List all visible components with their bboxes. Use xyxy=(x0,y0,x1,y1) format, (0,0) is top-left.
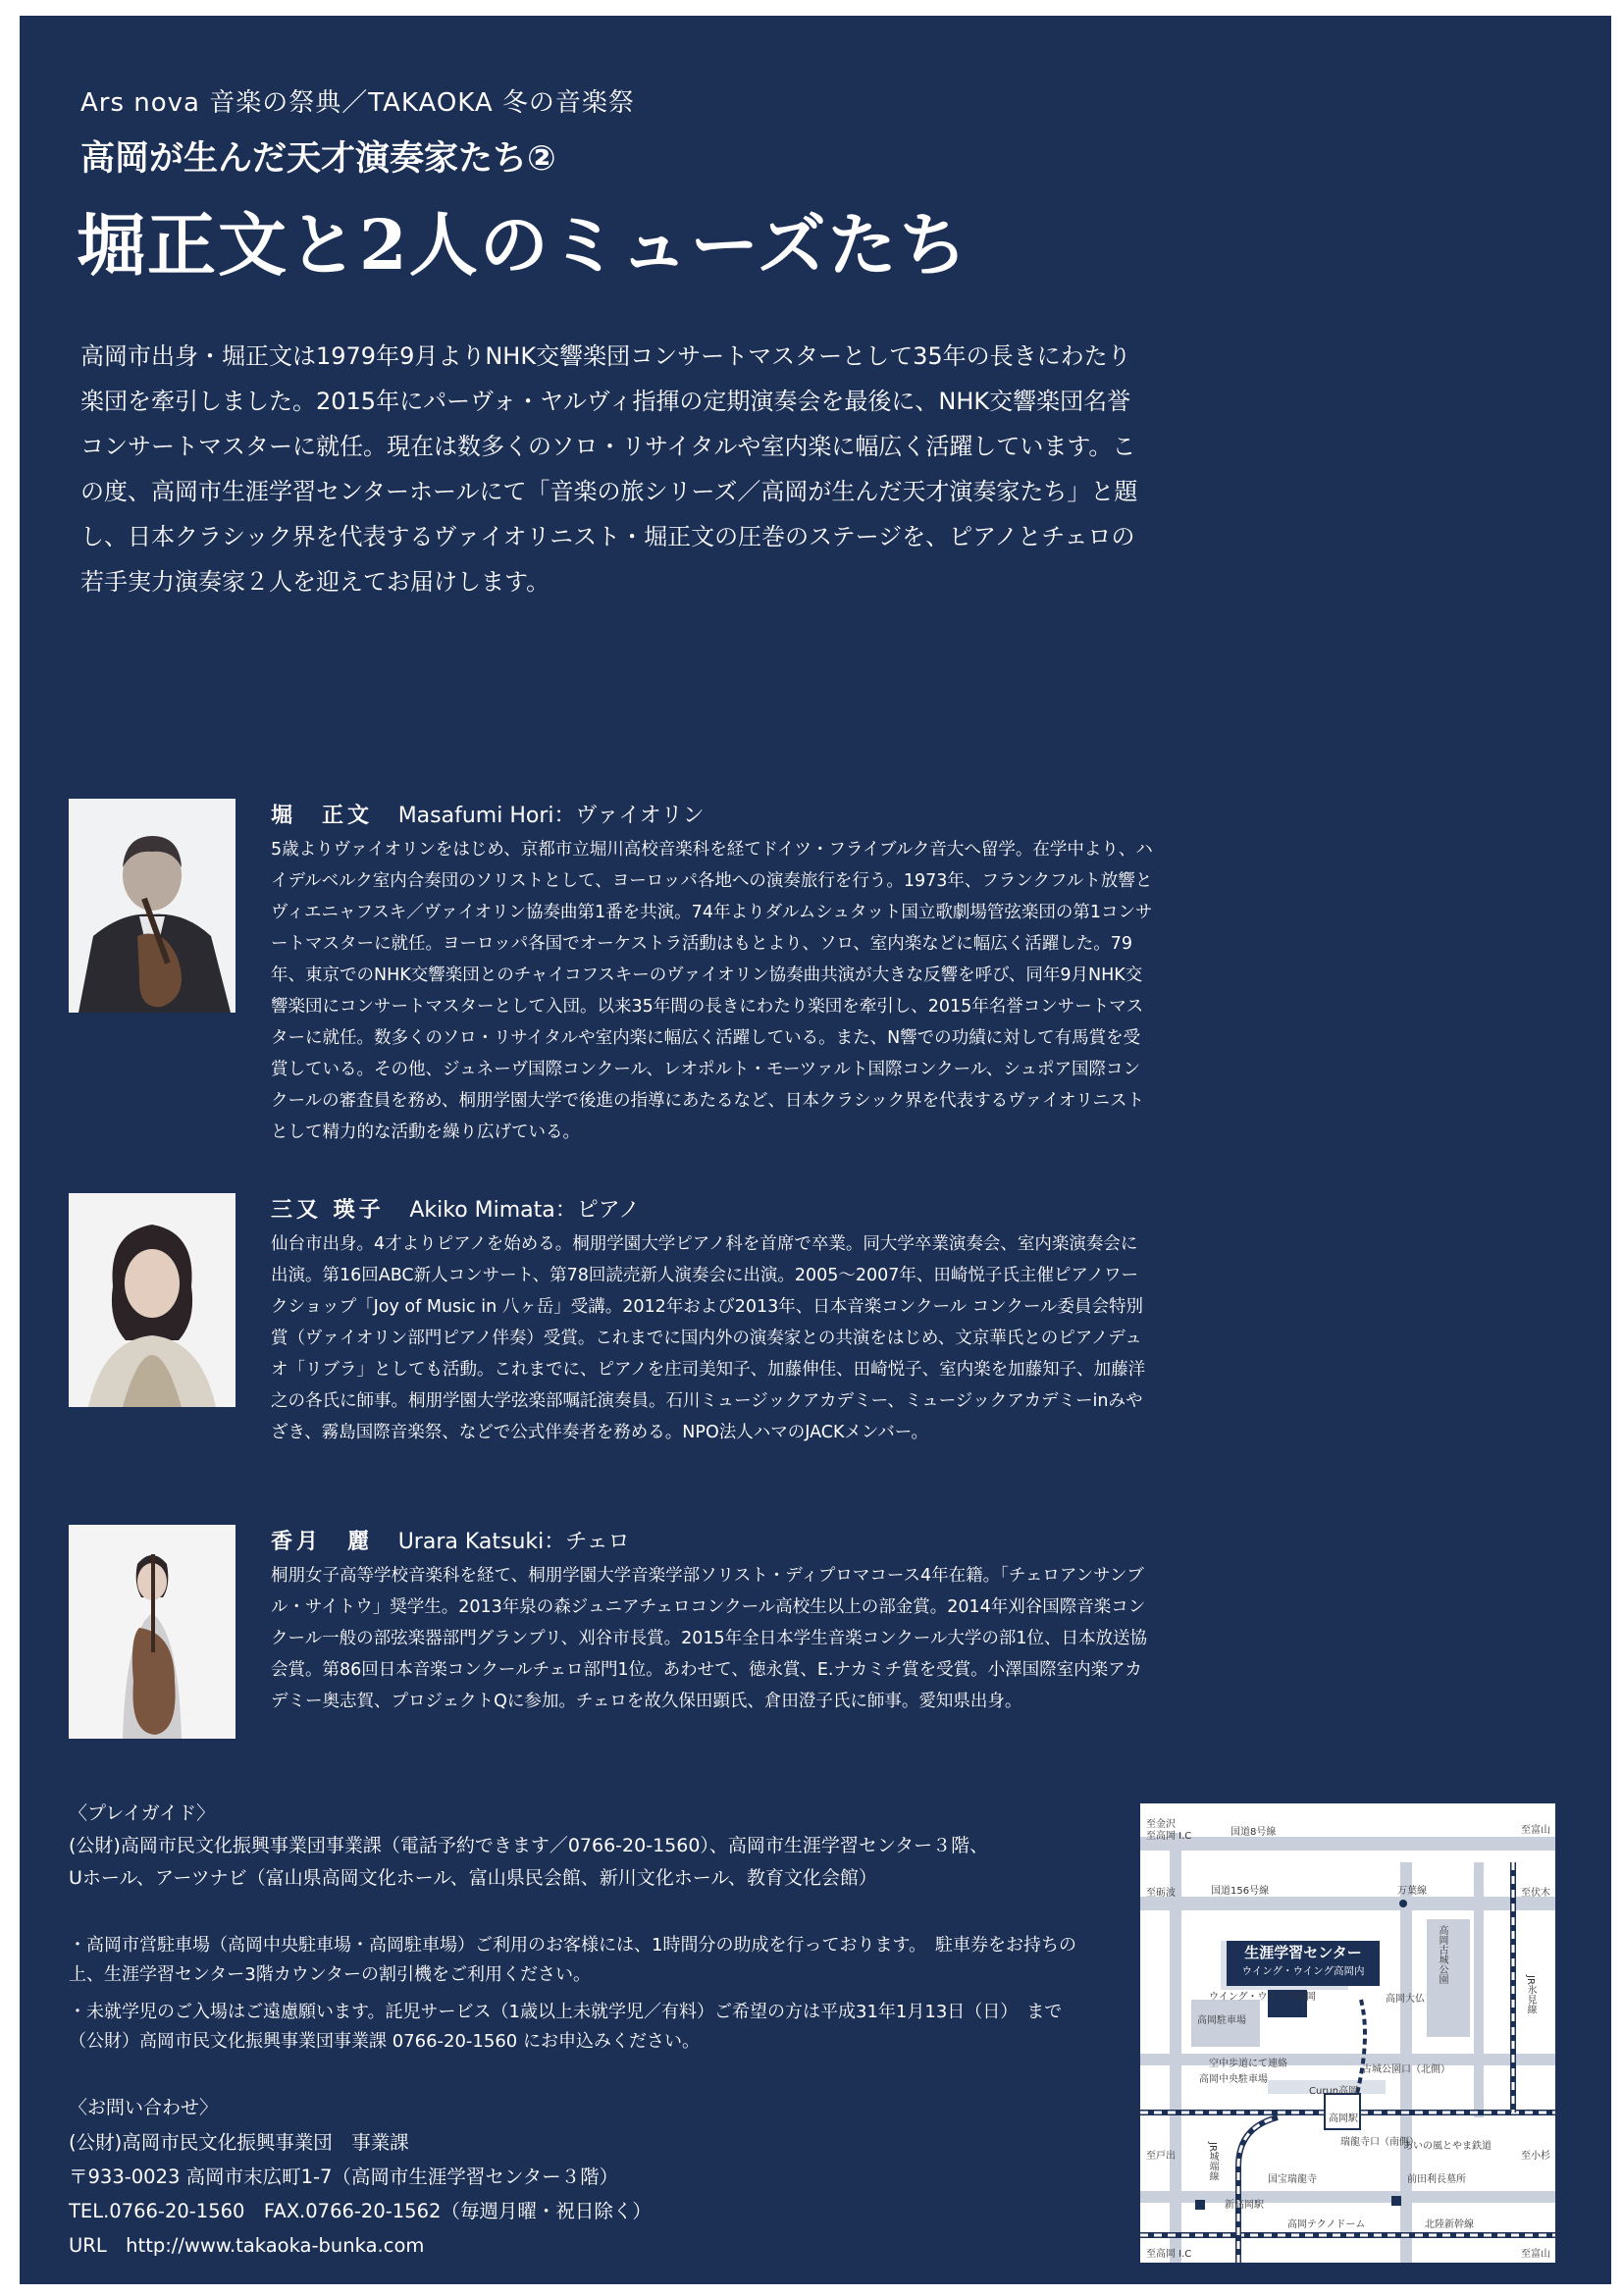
play-guide-line: Uホール、アーツナビ（富山県高岡文化ホール、富山県民会館、新川文化ホール、教育文化会館） xyxy=(69,1867,877,1889)
map-label: 高岡駅 xyxy=(1329,2113,1358,2124)
artist-name-ja: 三又 瑛子 xyxy=(271,1198,385,1223)
map-roads xyxy=(1140,1803,1555,2263)
map-venue-title: 生涯学習センター xyxy=(1244,1944,1362,1961)
event-subtitle: 高岡が生んだ天才演奏家たち② xyxy=(80,139,556,179)
map-venue-subtitle: ウイング・ウイング高岡内 xyxy=(1241,1965,1365,1977)
map-label: 至富山 xyxy=(1521,1825,1550,1836)
map-label: あいの風とやま鉄道 xyxy=(1403,2141,1492,2152)
artist-bio: 桐朋女子高等学校音楽科を経て、桐朋学園大学音楽学部ソリスト・ディプロマコース4年在籍。「チェロアンサンブル・サイトウ」奨学生。2013年泉の森ジュニアチェロコンクール高校生以上の部金賞。2014年刈谷国際音楽コンクール一般の部弦楽器部門グランプリ、刈谷市長賞。2015年全日本学生音楽コンクール大学の部1位、日本放送協会賞。第86回日本音楽コンクールチェロ部門1位。あわせて、徳永賞、E.ナカミチ賞を受賞。小澤国際室内楽アカデミー奥志賀、プロジェクトQに参加。チェロを故久保田顕氏、倉田澄子氏に師事。愛知県出身。 xyxy=(271,1566,1148,1711)
map-venue-marker xyxy=(1227,1941,1380,1986)
map-label: 高岡古城公園 xyxy=(1437,1925,1447,1984)
play-guide-line: (公財)高岡市民文化振興事業団事業課（電話予約できます／0766-20-1560）、高岡市生涯学習センター３階、 xyxy=(69,1835,989,1856)
map-label: 至高岡 I.C xyxy=(1146,1831,1192,1842)
artist-bio: 5歳よりヴァイオリンをはじめ、京都市立堀川高校音楽科を経てドイツ・フライブルク音大へ留学。在学中より、ハイデルベルク室内合奏団のソリストとして、ヨーロッパ各地への演奏旅行を行う。1973年、フランクフルト放響とヴィエニャフスキ／ヴァイオリン協奏曲第1番を共演。74年よりダルムシュタット国立歌劇場管弦楽団の第1コンサートマスターに就任。ヨーロッパ各国でオーケストラ活動はもとより、ソロ、室内楽などに幅広く活躍した。79年、東京でのNHK交響楽団とのチャイコフスキーのヴァイオリン協奏曲共演が大きな反響を呼び、同年9月NHK交響楽団にコンサートマスターとして入団。以来35年間の長きにわたり楽団を牽引し、2015年名誉コンサートマスターに就任。数多くのソロ・リサイタルや室内楽に幅広く活躍している。また、N響での功績に対して有馬賞を受賞している。その他、ジュネーヴ国際コンクール、レオポルト・モーツァルト国際コンクール、シュポア国際コンクールの審査員を務め、桐朋学園大学で後進の指導にあたるなど、日本クラシック界を代表するヴァイオリニストとして精力的な活動を繰り広げている。 xyxy=(271,840,1153,1142)
map-label: JR城端線 xyxy=(1207,2142,1218,2181)
flyer-back xyxy=(20,16,1611,2284)
contact-org: (公財)高岡市民文化振興事業団 事業課 xyxy=(69,2131,409,2154)
violinist-portrait-image xyxy=(69,799,236,1013)
artist-name-en: Urara Katsuki：チェロ xyxy=(397,1530,630,1554)
notes xyxy=(69,1931,1089,2064)
map-label: 至伏木 xyxy=(1521,1888,1550,1899)
map-label: 古城公園口（北側） xyxy=(1362,2064,1450,2075)
map-label: ウイング・ウイング高岡 xyxy=(1209,1992,1316,2003)
artist-bio: 仙台市出身。4才よりピアノを始める。桐朋学園大学ピアノ科を首席で卒業。同大学卒業演奏会、室内楽演奏会に出演。第16回ABC新人コンサート、第78回読売新人演奏会に出演。2005～2007年、田崎悦子氏主催ピアノワークショップ「Joy of Music in 八ヶ岳」受講。2012年および2013年、日本音楽コンクール コンクール委員会特別賞（ヴァイオリン部門ピアノ伴奏）受賞。これまでに国内外の演奏家との共演をはじめ、文京華氏とのピアノデュオ「リブラ」としても活動。これまでに、ピアノを庄司美知子、加藤伸佳、田崎悦子、室内楽を加藤知子、加藤洋之の各氏に師事。桐朋学園大学弦楽部嘱託演奏員。石川ミュージックアカデミー、ミュージックアカデミーinみやざき、霧島国際音楽祭、などで公式伴奏者を務める。NPO法人ハマのJACKメンバー。 xyxy=(271,1234,1146,1442)
map-label: 高岡中央駐車場 xyxy=(1199,2074,1268,2085)
map-label: JR氷見線 xyxy=(1525,1975,1536,2014)
map-label: 至小杉 xyxy=(1521,2151,1550,2162)
map-label: 高岡テクノドーム xyxy=(1287,2219,1366,2230)
artist-katsuki xyxy=(69,1525,1158,1760)
artist-name-ja: 堀 正文 xyxy=(271,804,374,828)
intro-text: 高岡市出身・堀正文は1979年9月よりNHK交響楽団コンサートマスターとして35年の長きにわたり楽団を牽引しました。2015年にパーヴォ・ヤルヴィ指揮の定期演奏会を最後に、NHK交響楽団名誉コンサートマスターに就任。現在は数多くのソロ・リサイタルや室内楽に幅広く活躍しています。この度、高岡市生涯学習センターホールにて「音楽の旅シリーズ／高岡が生んだ天才演奏家たち」と題し、日本クラシック界を代表するヴァイオリニスト・堀正文の圧巻のステージを、ピアノとチェロの若手実力演奏家２人を迎えてお届けします。 xyxy=(80,342,1138,596)
map-label: 北陸新幹線 xyxy=(1425,2219,1474,2230)
map-label: Curun高岡 xyxy=(1309,2086,1359,2097)
artist-mimata xyxy=(69,1193,1158,1507)
contact-info xyxy=(69,2091,1089,2263)
contact-phone: TEL.0766-20-1560 FAX.0766-20-1562（毎週月曜・祝日除く） xyxy=(69,2200,652,2222)
map-label: 国宝瑞龍寺 xyxy=(1268,2174,1317,2185)
map-label: 瑞龍寺口（南側） xyxy=(1340,2137,1419,2148)
access-map xyxy=(1140,1803,1555,2263)
contact-url[interactable]: URL http://www.takaoka-bunka.com xyxy=(69,2234,425,2257)
artist-photo-katsuki xyxy=(69,1525,236,1739)
artist-photo-hori xyxy=(69,799,236,1013)
artist-name-en: Akiko Mimata：ピアノ xyxy=(409,1198,641,1223)
pianist-portrait-image xyxy=(69,1193,236,1407)
contact-heading: 〈お問い合わせ〉 xyxy=(69,2097,219,2118)
map-label: 至砺波 xyxy=(1146,1888,1176,1899)
map-label: 至戸出 xyxy=(1146,2151,1176,2162)
map-label: 国道8号線 xyxy=(1230,1827,1277,1838)
event-title: 堀正文と2人のミューズたち xyxy=(77,204,969,286)
childcare-note: ・未就学児のご入場はご遠慮願います。託児サービス（1歳以上未就学児／有料）ご希望の方は平成31年1月13日（日） まで（公財）高岡市民文化振興事業団事業課 0766-20-1560 にお申込みください。 xyxy=(69,2002,1063,2052)
artist-name-en: Masafumi Hori：ヴァイオリン xyxy=(397,804,705,828)
map-label: 前田利長墓所 xyxy=(1407,2174,1466,2185)
map-label: 空中歩道にて連絡 xyxy=(1209,2059,1287,2069)
map-label: 高岡大仏 xyxy=(1386,1994,1425,2005)
map-label: 国道156号線 xyxy=(1211,1886,1270,1897)
artist-hori xyxy=(69,799,1158,1152)
map-label: 至富山 xyxy=(1521,2249,1550,2260)
parking-note: ・高岡市営駐車場（高岡中央駐車場・高岡駐車場）ご利用のお客様には、1時間分の助成を行っております。 駐車券をお持ちの上、生涯学習センター3階カウンターの割引機をご利用ください。 xyxy=(69,1935,1077,1985)
map-label: 至高岡 I.C xyxy=(1146,2249,1192,2260)
play-guide xyxy=(69,1798,1089,1895)
artist-photo-mimata xyxy=(69,1193,236,1407)
map-label: 万葉線 xyxy=(1397,1886,1427,1897)
map-label: 高岡駐車場 xyxy=(1197,2015,1246,2026)
play-guide-heading: 〈プレイガイド〉 xyxy=(69,1802,216,1824)
map-label: 至金沢 xyxy=(1146,1819,1176,1830)
map-label: 新高岡駅 xyxy=(1225,2200,1264,2211)
artist-name-ja: 香月 麗 xyxy=(271,1530,374,1554)
cellist-portrait-image xyxy=(69,1525,236,1739)
contact-address: 〒933-0023 高岡市末広町1-7（高岡市生涯学習センター３階） xyxy=(69,2166,619,2188)
event-series: Ars nova 音楽の祭典／TAKAOKA 冬の音楽祭 xyxy=(80,88,635,118)
